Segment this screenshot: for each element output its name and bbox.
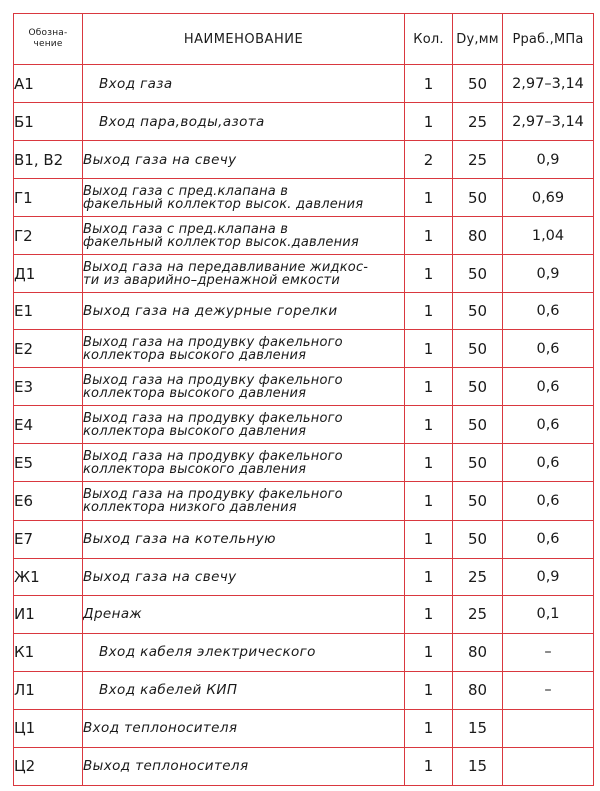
cell-quantity: 1 xyxy=(405,293,453,330)
cell-name xyxy=(83,65,405,103)
cell-designation: Ж1 xyxy=(14,558,83,595)
cell-name xyxy=(83,330,405,368)
cell-quantity: 1 xyxy=(405,444,453,482)
cell-quantity: 1 xyxy=(405,179,453,217)
cell-name-line: Выход газа с пред.клапана в xyxy=(83,221,289,237)
cell-name-line: факельный коллектор высок. давления xyxy=(83,196,364,212)
cell-quantity: 1 xyxy=(405,255,453,293)
table-row xyxy=(14,293,594,330)
cell-designation: Е4 xyxy=(14,406,83,444)
cell-pressure: 0,69 xyxy=(503,179,594,217)
cell-name xyxy=(83,179,405,217)
cell-dy: 80 xyxy=(453,217,503,255)
table-row xyxy=(14,330,594,368)
cell-designation: Ц2 xyxy=(14,747,83,785)
cell-designation: Е7 xyxy=(14,520,83,558)
cell-name xyxy=(83,633,405,671)
cell-name xyxy=(83,406,405,444)
cell-name-line: Выход газа с пред.клапана в xyxy=(83,183,289,199)
table-row xyxy=(14,368,594,406)
table-row xyxy=(14,179,594,217)
cell-dy: 25 xyxy=(453,595,503,633)
cell-designation: Г2 xyxy=(14,217,83,255)
table-row xyxy=(14,255,594,293)
cell-name xyxy=(83,595,405,633)
cell-pressure: 0,6 xyxy=(503,368,594,406)
cell-dy: 50 xyxy=(453,293,503,330)
table-row xyxy=(14,595,594,633)
cell-designation: К1 xyxy=(14,633,83,671)
cell-dy: 50 xyxy=(453,368,503,406)
cell-name-line: факельный коллектор высок.давления xyxy=(83,234,359,250)
cell-quantity: 2 xyxy=(405,141,453,179)
cell-pressure: 0,6 xyxy=(503,406,594,444)
cell-pressure: 0,6 xyxy=(503,293,594,330)
cell-pressure: 1,04 xyxy=(503,217,594,255)
cell-name xyxy=(83,103,405,141)
cell-quantity: 1 xyxy=(405,217,453,255)
cell-dy: 25 xyxy=(453,558,503,595)
cell-name xyxy=(83,709,405,747)
cell-quantity: 1 xyxy=(405,406,453,444)
cell-name xyxy=(83,217,405,255)
cell-quantity: 1 xyxy=(405,671,453,709)
cell-pressure: 0,6 xyxy=(503,482,594,520)
cell-name-line: коллектора высокого давления xyxy=(83,385,307,401)
cell-name xyxy=(83,255,405,293)
cell-name-line: Выход газа на продувку факельного xyxy=(83,334,343,350)
cell-name-line: Вход теплоносителя xyxy=(83,720,238,737)
table-row xyxy=(14,482,594,520)
cell-dy: 50 xyxy=(453,65,503,103)
cell-pressure: 0,9 xyxy=(503,255,594,293)
cell-pressure: – xyxy=(503,633,594,671)
cell-designation: Б1 xyxy=(14,103,83,141)
cell-designation: Л1 xyxy=(14,671,83,709)
cell-pressure: 0,9 xyxy=(503,558,594,595)
table-row xyxy=(14,747,594,785)
cell-dy: 25 xyxy=(453,141,503,179)
cell-pressure: 0,9 xyxy=(503,141,594,179)
cell-name-line: коллектора низкого давления xyxy=(83,499,297,515)
cell-designation: Е3 xyxy=(14,368,83,406)
header-name: НАИМЕНОВАНИЕ xyxy=(83,14,405,65)
cell-name-line: Выход газа на котельную xyxy=(83,531,276,548)
cell-dy: 50 xyxy=(453,520,503,558)
cell-designation: Е1 xyxy=(14,293,83,330)
cell-pressure: 0,6 xyxy=(503,330,594,368)
cell-dy: 80 xyxy=(453,671,503,709)
cell-name-line: коллектора высокого давления xyxy=(83,461,307,477)
cell-quantity: 1 xyxy=(405,709,453,747)
cell-quantity: 1 xyxy=(405,633,453,671)
cell-designation: Д1 xyxy=(14,255,83,293)
cell-dy: 50 xyxy=(453,406,503,444)
cell-dy: 50 xyxy=(453,330,503,368)
cell-designation: В1, В2 xyxy=(14,141,83,179)
cell-pressure: 0,1 xyxy=(503,595,594,633)
table-row xyxy=(14,558,594,595)
cell-name xyxy=(83,520,405,558)
cell-pressure: 2,97–3,14 xyxy=(503,65,594,103)
cell-quantity: 1 xyxy=(405,368,453,406)
table-row xyxy=(14,103,594,141)
cell-quantity: 1 xyxy=(405,482,453,520)
cell-name-line: Вход пара,воды,азота xyxy=(99,113,265,130)
table-row xyxy=(14,671,594,709)
cell-name xyxy=(83,444,405,482)
cell-pressure xyxy=(503,747,594,785)
cell-name xyxy=(83,293,405,330)
cell-name-line: Выход теплоносителя xyxy=(83,758,249,775)
table-row xyxy=(14,65,594,103)
cell-name xyxy=(83,368,405,406)
header-row xyxy=(14,14,594,65)
cell-designation: Ц1 xyxy=(14,709,83,747)
cell-pressure: 0,6 xyxy=(503,520,594,558)
cell-designation: Е5 xyxy=(14,444,83,482)
cell-dy: 50 xyxy=(453,444,503,482)
cell-dy: 25 xyxy=(453,103,503,141)
header-designation-line1: Обозна- xyxy=(28,28,68,38)
cell-quantity: 1 xyxy=(405,558,453,595)
cell-pressure: 2,97–3,14 xyxy=(503,103,594,141)
cell-dy: 50 xyxy=(453,179,503,217)
cell-name-line: Выход газа на передавливание жидкос- xyxy=(83,259,369,275)
cell-designation: А1 xyxy=(14,65,83,103)
cell-name-line: Дренаж xyxy=(83,606,143,623)
cell-name xyxy=(83,482,405,520)
table-row xyxy=(14,217,594,255)
table-row xyxy=(14,520,594,558)
cell-pressure: – xyxy=(503,671,594,709)
cell-designation: Е2 xyxy=(14,330,83,368)
header-dy: Dy,мм xyxy=(453,14,503,65)
cell-name-line: коллектора высокого давления xyxy=(83,347,307,363)
cell-name-line: Выход газа на продувку факельного xyxy=(83,372,343,388)
cell-quantity: 1 xyxy=(405,65,453,103)
table-row xyxy=(14,709,594,747)
cell-dy: 50 xyxy=(453,482,503,520)
cell-name-line: Выход газа на свечу xyxy=(83,151,237,168)
cell-name-line: Вход кабеля электрического xyxy=(99,644,316,661)
cell-name-line: Вход кабелей КИП xyxy=(99,682,238,699)
cell-name-line: Вход газа xyxy=(99,75,173,92)
header-pressure: Рраб.,МПа xyxy=(503,14,594,65)
nozzle-specification-table xyxy=(13,13,594,786)
cell-name-line: Выход газа на дежурные горелки xyxy=(83,303,338,320)
cell-quantity: 1 xyxy=(405,520,453,558)
cell-name-line: ти из аварийно–дренажной емкости xyxy=(83,272,340,288)
cell-quantity: 1 xyxy=(405,103,453,141)
cell-pressure: 0,6 xyxy=(503,444,594,482)
cell-name-line: Выход газа на продувку факельного xyxy=(83,448,343,464)
cell-pressure xyxy=(503,709,594,747)
table-row xyxy=(14,633,594,671)
cell-designation: И1 xyxy=(14,595,83,633)
table-row xyxy=(14,406,594,444)
cell-name xyxy=(83,747,405,785)
cell-name-line: Выход газа на свечу xyxy=(83,568,237,585)
cell-designation: Е6 xyxy=(14,482,83,520)
cell-quantity: 1 xyxy=(405,330,453,368)
cell-dy: 15 xyxy=(453,747,503,785)
table-body xyxy=(14,65,594,786)
cell-name xyxy=(83,671,405,709)
cell-name xyxy=(83,558,405,595)
header-designation xyxy=(14,14,83,65)
cell-quantity: 1 xyxy=(405,595,453,633)
cell-dy: 50 xyxy=(453,255,503,293)
header-quantity: Кол. xyxy=(405,14,453,65)
cell-designation: Г1 xyxy=(14,179,83,217)
header-designation-line2: чение xyxy=(33,39,63,49)
cell-name-line: Выход газа на продувку факельного xyxy=(83,486,343,502)
table-row xyxy=(14,444,594,482)
cell-name-line: коллектора высокого давления xyxy=(83,423,307,439)
cell-name-line: Выход газа на продувку факельного xyxy=(83,410,343,426)
cell-name xyxy=(83,141,405,179)
cell-quantity: 1 xyxy=(405,747,453,785)
table-row xyxy=(14,141,594,179)
cell-dy: 15 xyxy=(453,709,503,747)
cell-dy: 80 xyxy=(453,633,503,671)
